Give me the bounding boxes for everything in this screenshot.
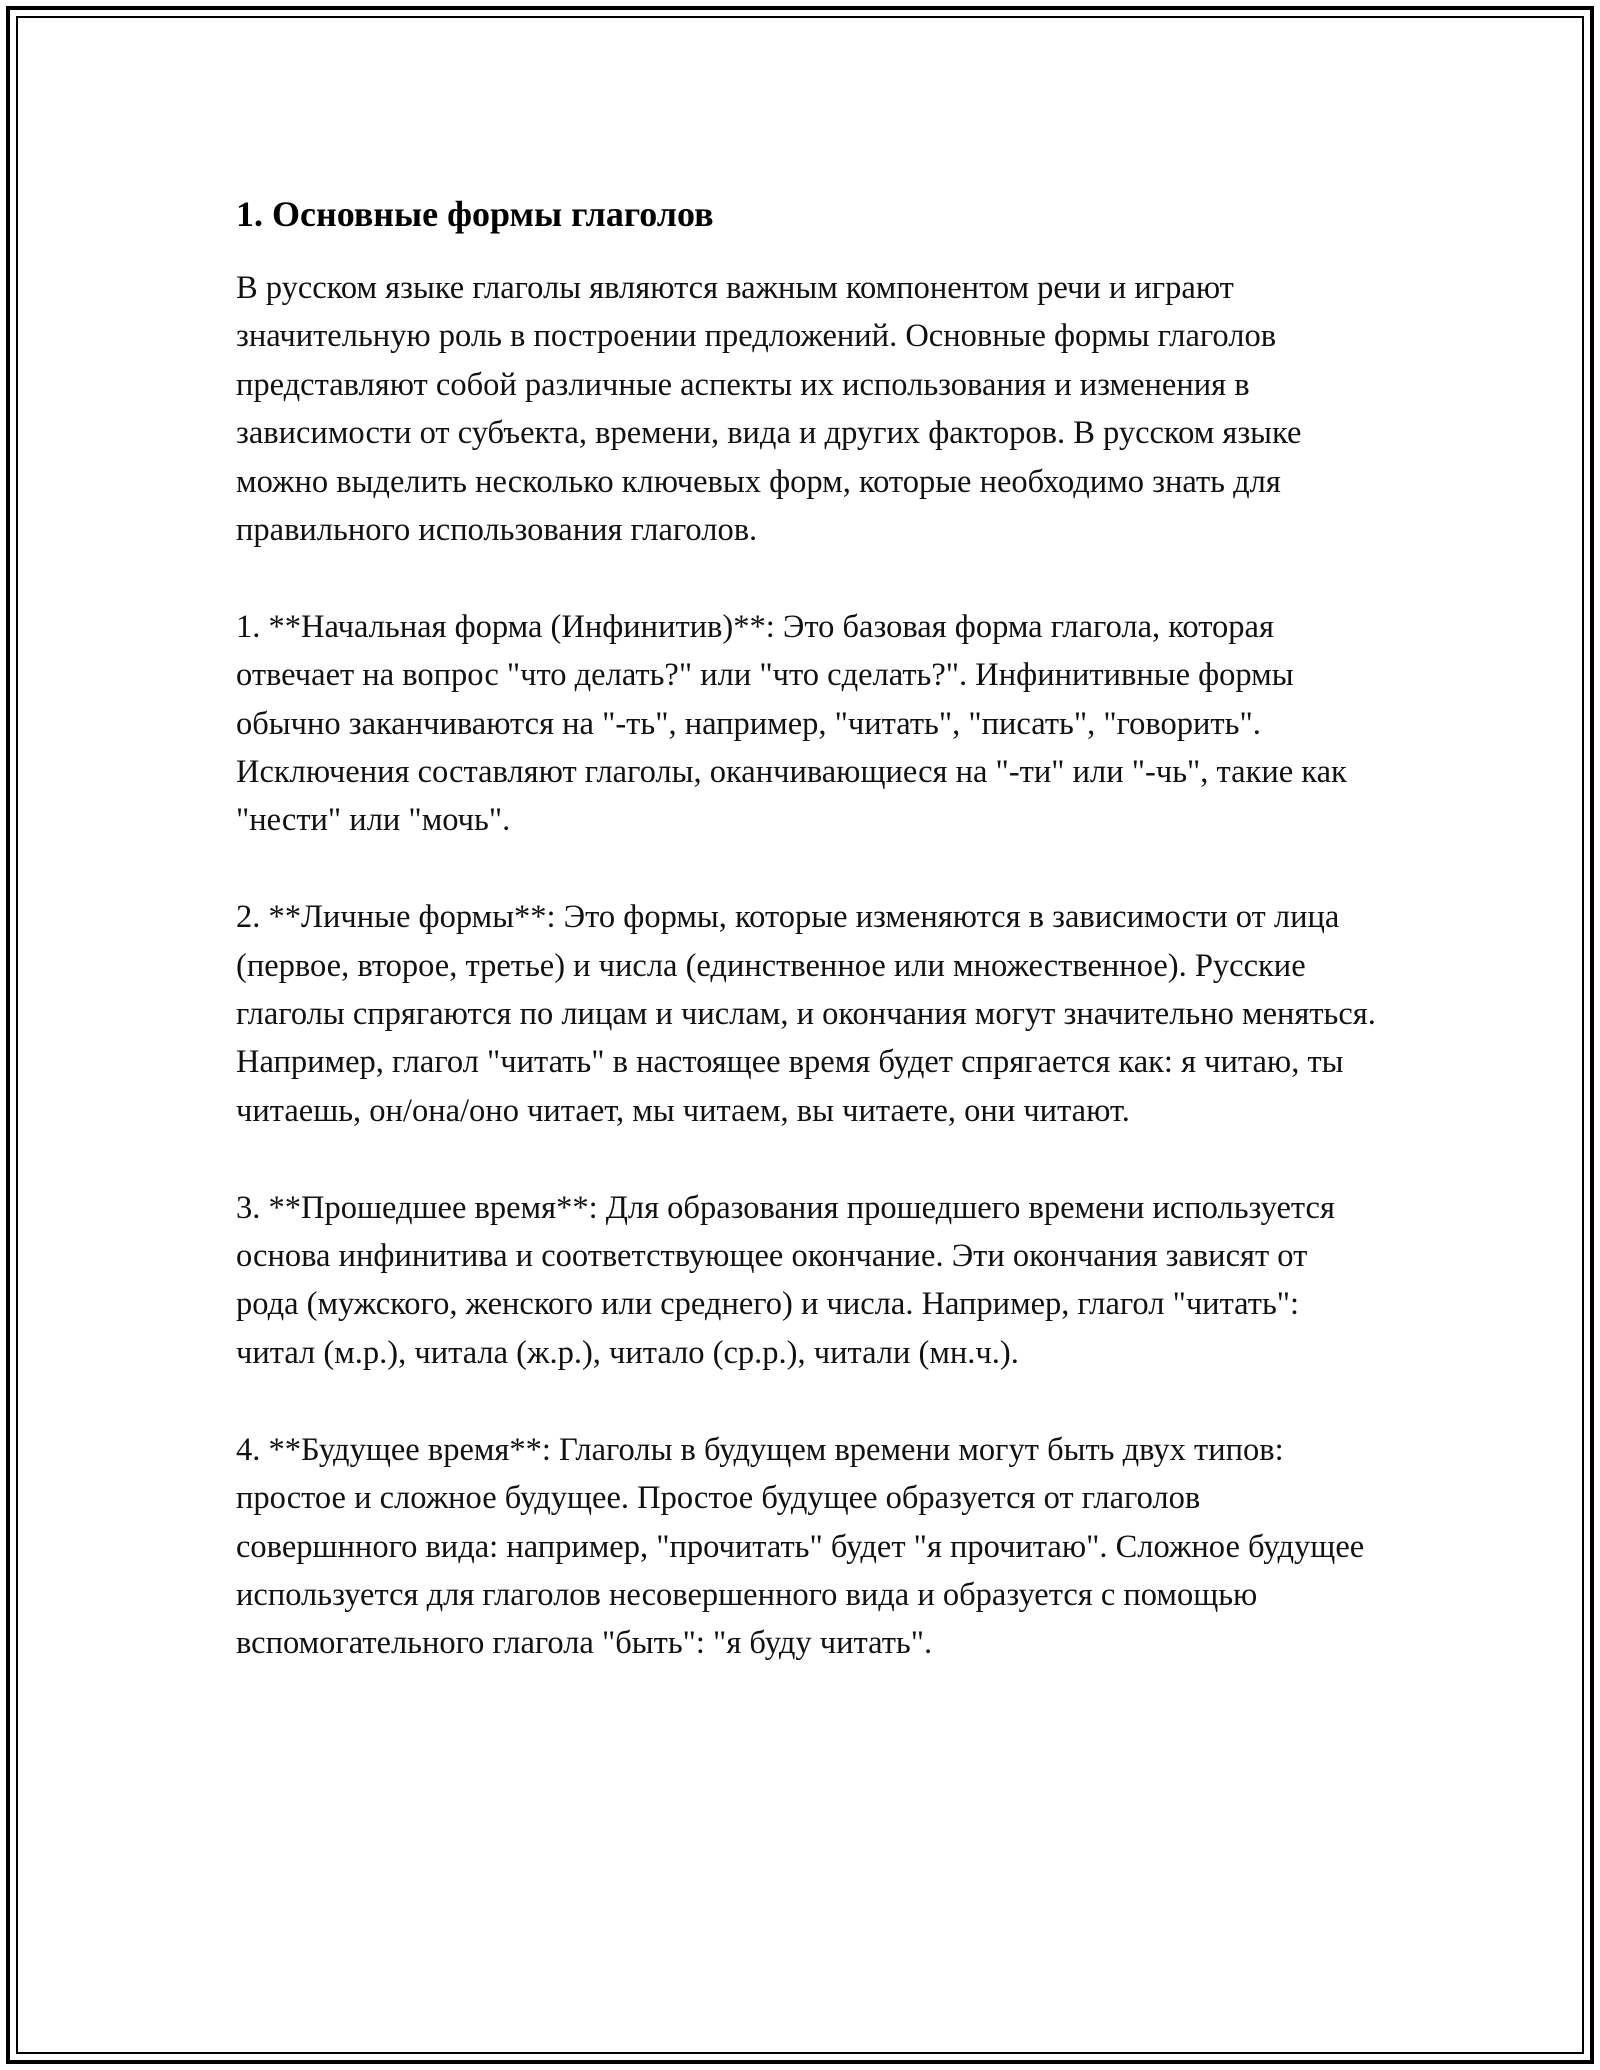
list-item-past-tense: 3. **Прошедшее время**: Для образования прошедшего времени используется основа инфинитива и соответствующее окончание. Эти окончания зависят от рода (мужского, женского или среднего) и числа. Например, глагол "читать": читал (м.р.), читала (ж.р.), читало (ср.р.), читали (мн.ч.). [236, 1189, 1335, 1371]
intro-paragraph: В русском языке глаголы являются важным компонентом речи и играют значительную роль в построении предложений. Основные формы глаголов представляют собой различные аспекты их использования и изменения в зависимости от субъекта, времени, вида и других факторов. В русском языке можно выделить несколько ключевых форм, которые необходимо знать для правильного использования глаголов. [236, 270, 1302, 549]
list-item-future-tense: 4. **Будущее время**: Глаголы в будущем времени могут быть двух типов: простое и сложное будущее. Простое будущее образуется от глаголов совершнного вида: например, "прочитать" будет "я прочитаю". Сложное будущее используется для глаголов несовершенного вида и образуется с помощью вспомогательного глагола "быть": "я буду читать". [236, 1431, 1365, 1662]
section-heading: 1. Основные формы глаголов [236, 194, 714, 234]
list-item-personal-forms: 2. **Личные формы**: Это формы, которые изменяются в зависимости от лица (первое, второе, третье) и числа (единственное или множественное). Русские глаголы спрягаются по лицам и числам, и окончания могут значительно меняться. Например, глагол "читать" в настоящее время будет спрягается как: я читаю, ты читаешь, он/она/оно читает, мы читаем, вы читаете, они читают. [236, 899, 1376, 1129]
document-body [236, 186, 1376, 1716]
list-item-infinitive: 1. **Начальная форма (Инфинитив)**: Это базовая форма глагола, которая отвечает на вопрос "что делать?" или "что сделать?". Инфинитивные формы обычно заканчиваются на "-ть", например, "читать", "писать", "говорить". Исключения составляют глаголы, оканчивающиеся на "-ти" или "-чь", такие как "нести" или "мочь". [236, 608, 1347, 839]
